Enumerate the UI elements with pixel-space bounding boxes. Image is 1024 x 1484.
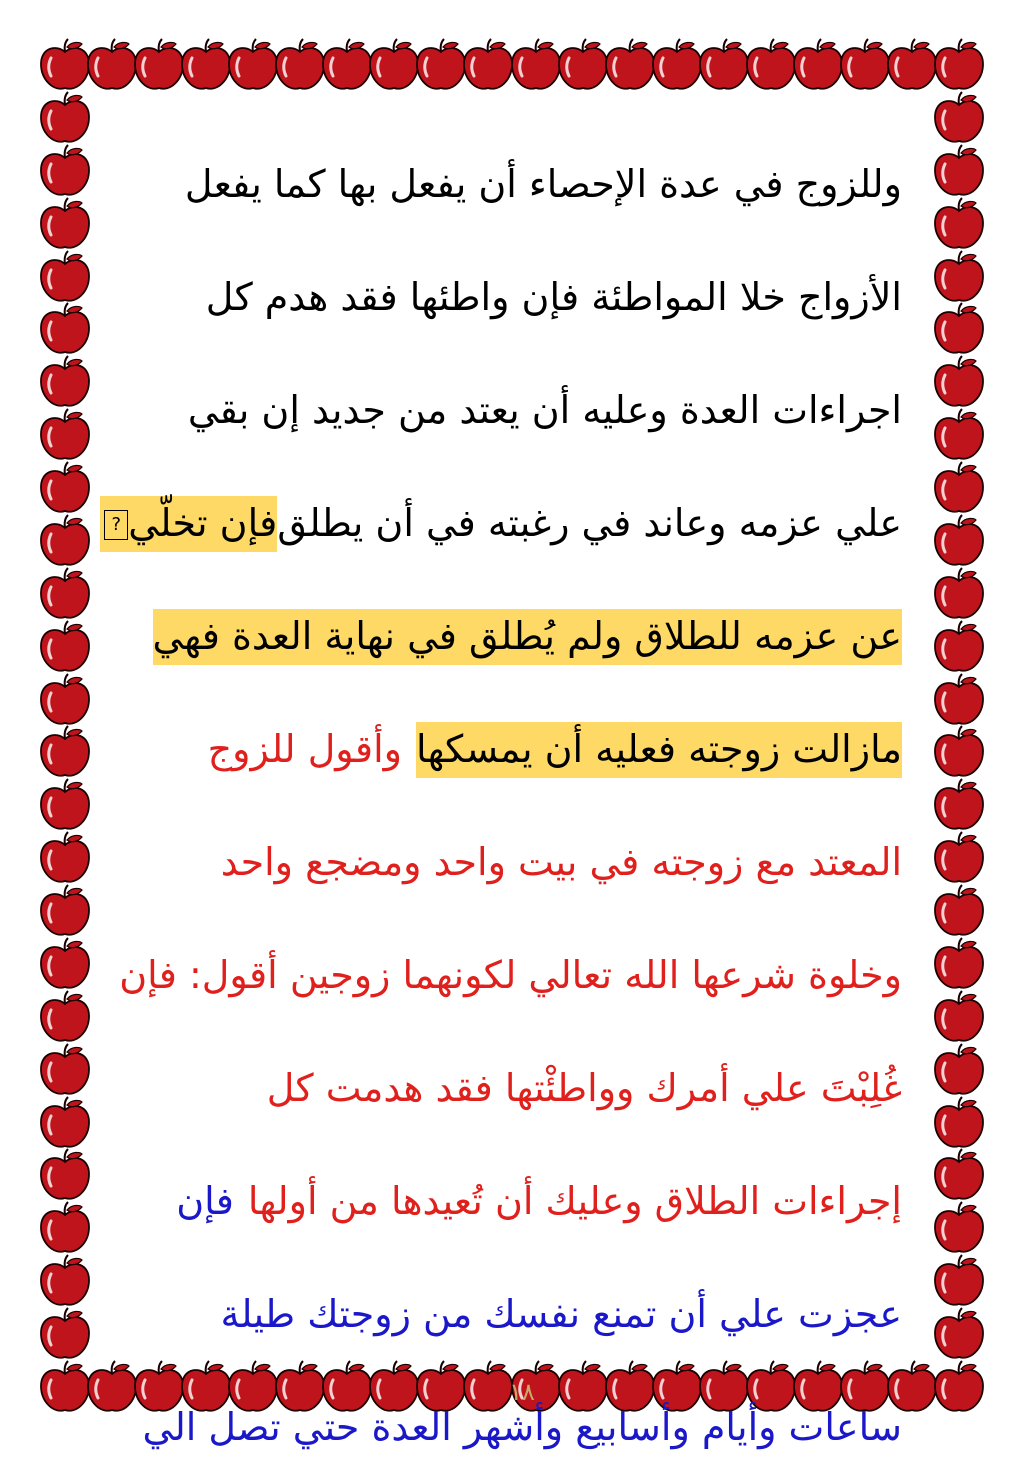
text-line [124, 806, 902, 919]
red-apple-icon [226, 38, 280, 94]
text-line [124, 1032, 902, 1145]
red-apple-icon [179, 38, 233, 94]
red-apple-icon [38, 831, 92, 887]
red-apple-icon [791, 38, 845, 94]
red-apple-icon [932, 831, 986, 887]
red-apple-icon [38, 884, 92, 940]
red-apple-icon [320, 38, 374, 94]
red-apple-icon [932, 1254, 986, 1310]
red-apple-icon [932, 725, 986, 781]
red-apple-icon [932, 1043, 986, 1099]
body-text [111, 128, 902, 1484]
red-apple-icon [697, 38, 751, 94]
red-apple-icon [932, 408, 986, 464]
text-line [111, 467, 902, 580]
text-line [124, 1145, 902, 1258]
red-apple-icon [932, 884, 986, 940]
red-apple-icon [556, 38, 610, 94]
red-apple-icon [932, 355, 986, 411]
red-apple-icon [38, 250, 92, 306]
text-line [119, 919, 902, 1032]
red-apple-icon [932, 567, 986, 623]
red-apple-icon [744, 38, 798, 94]
red-apple-icon [932, 1360, 986, 1416]
red-apple-icon [38, 567, 92, 623]
red-apple-icon [273, 38, 327, 94]
red-apple-icon [38, 1043, 92, 1099]
red-apple-icon [38, 91, 92, 147]
highlighted-text: فإن تخلّي? [100, 496, 277, 552]
text-segment: وأقول للزوج [207, 726, 403, 771]
text-line [124, 693, 902, 806]
red-apple-icon [932, 673, 986, 729]
text-line [124, 241, 902, 354]
red-apple-icon [38, 38, 92, 94]
text-line [124, 580, 902, 693]
red-apple-icon [932, 1201, 986, 1257]
red-apple-icon [38, 1148, 92, 1204]
red-apple-icon [38, 1096, 92, 1152]
red-apple-icon [932, 302, 986, 358]
red-apple-icon [932, 778, 986, 834]
red-apple-icon [509, 38, 563, 94]
red-apple-icon [932, 1307, 986, 1363]
red-apple-icon [38, 1307, 92, 1363]
red-apple-icon [838, 38, 892, 94]
red-apple-icon [932, 250, 986, 306]
red-apple-icon [932, 197, 986, 253]
red-apple-icon [885, 38, 939, 94]
text-segment: وللزوج في عدة الإحصاء أن يفعل بها كما يفعل [184, 161, 902, 206]
red-apple-icon [132, 38, 186, 94]
red-apple-icon [932, 144, 986, 200]
highlighted-text: عن عزمه للطلاق ولم يُطلق في نهاية العدة فهي [153, 609, 902, 665]
red-apple-icon [932, 91, 986, 147]
text-segment: الأزواج خلا المواطئة فإن واطئها فقد هدم كل [205, 274, 902, 319]
red-apple-icon [38, 197, 92, 253]
red-apple-icon [461, 38, 515, 94]
text-segment: عجزت علي أن تمنع نفسك من زوجتك طيلة [220, 1291, 902, 1336]
red-apple-icon [932, 38, 986, 94]
text-segment: فإن [176, 1178, 234, 1223]
red-apple-icon [38, 990, 92, 1046]
text-segment: غُلِبْتَ علي أمرك وواطئْتها فقد هدمت كل [266, 1065, 902, 1110]
red-apple-icon [603, 38, 657, 94]
red-apple-icon [932, 990, 986, 1046]
page-number: ١٨ [509, 1378, 535, 1406]
red-apple-icon [38, 725, 92, 781]
text-segment: إجراءات الطلاق وعليك أن تُعيدها من أولها [247, 1178, 902, 1223]
text-segment: علي عزمه وعاند في رغبته في أن يطلق [277, 500, 902, 545]
text-segment: وخلوة شرعها الله تعالي لكونهما زوجين أقول: فإن [119, 952, 902, 997]
red-apple-icon [367, 38, 421, 94]
red-apple-icon [38, 937, 92, 993]
text-line [124, 354, 902, 467]
missing-glyph-box: ? [104, 510, 128, 540]
red-apple-icon [932, 461, 986, 517]
text-line [124, 1258, 902, 1371]
red-apple-icon [38, 1360, 92, 1416]
text-segment: ساعات وأيام وأسابيع وأشهر العدة حتي تصل الي [142, 1404, 902, 1449]
red-apple-icon [38, 408, 92, 464]
red-apple-icon [414, 38, 468, 94]
red-apple-icon [38, 302, 92, 358]
text-line [124, 128, 902, 241]
red-apple-icon [932, 620, 986, 676]
red-apple-icon [38, 144, 92, 200]
red-apple-icon [85, 38, 139, 94]
highlighted-text: مازالت زوجته فعليه أن يمسكها [416, 722, 902, 778]
red-apple-icon [38, 461, 92, 517]
red-apple-icon [38, 620, 92, 676]
red-apple-icon [38, 514, 92, 570]
red-apple-icon [932, 937, 986, 993]
text-segment: المعتد مع زوجته في بيت واحد ومضجع واحد [220, 839, 902, 884]
text-segment: اجراءات العدة وعليه أن يعتد من جديد إن بقي [187, 387, 902, 432]
red-apple-icon [932, 1148, 986, 1204]
red-apple-icon [650, 38, 704, 94]
red-apple-icon [38, 1201, 92, 1257]
red-apple-icon [38, 355, 92, 411]
red-apple-icon [932, 514, 986, 570]
red-apple-icon [38, 778, 92, 834]
red-apple-icon [932, 1096, 986, 1152]
red-apple-icon [38, 673, 92, 729]
red-apple-icon [38, 1254, 92, 1310]
